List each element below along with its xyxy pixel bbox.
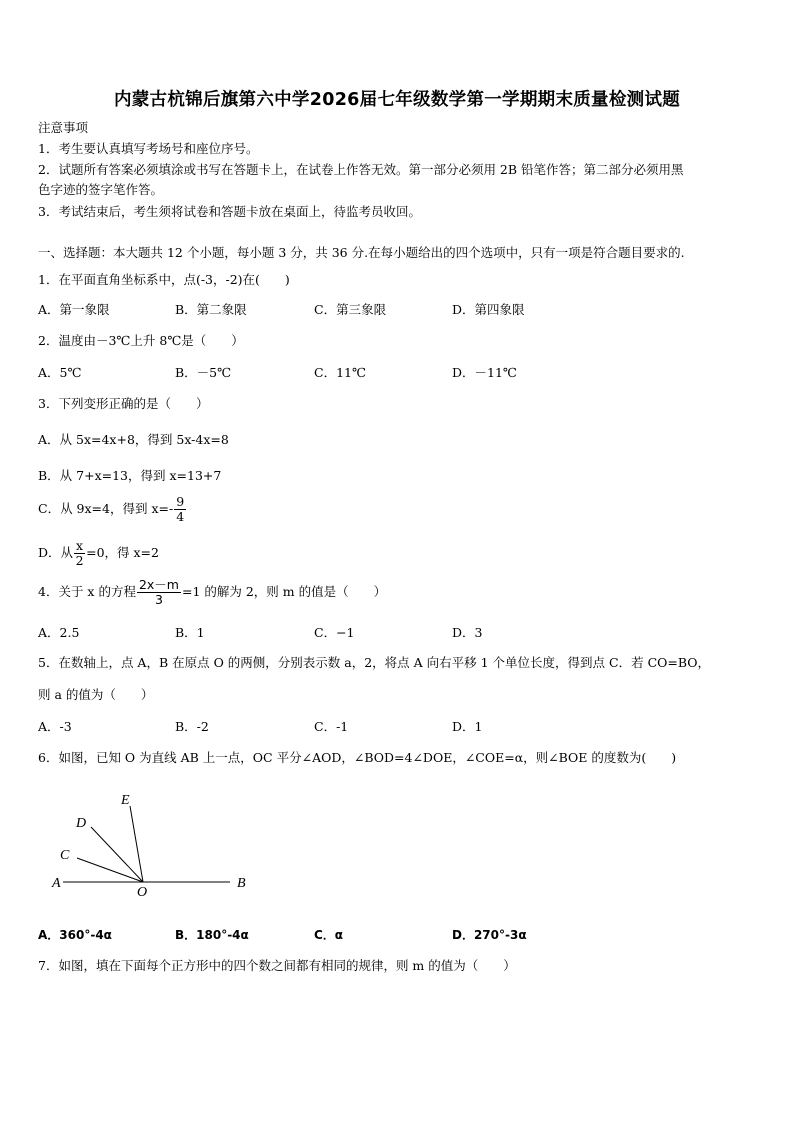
question-2-option-a: A．5℃ <box>38 365 82 380</box>
question-4-option-c: C．−1 <box>314 625 355 640</box>
question-3-option-d-text: D．从 <box>38 545 74 560</box>
question-2-stem: 2．温度由－3℃上升 8℃是（ ） <box>38 333 244 348</box>
question-4-fraction <box>137 578 181 607</box>
label-b: B <box>237 876 246 891</box>
question-2-option-c: C．11℃ <box>314 365 366 380</box>
question-3-option-a: A．从 5x=4x+8，得到 5x-4x=8 <box>38 432 229 447</box>
fraction-denominator: 4 <box>176 509 185 524</box>
question-3-option-c-fraction <box>174 495 186 524</box>
question-2-option-b: B．－5℃ <box>175 365 232 380</box>
question-3-option-d-text-end: =0，得 x=2 <box>86 545 159 560</box>
question-1-option-d: D．第四象限 <box>452 302 525 317</box>
question-4-stem-start: 4．关于 x 的方程 <box>38 584 136 599</box>
question-3-stem: 3．下列变形正确的是（ ） <box>38 396 209 411</box>
question-3-option-d <box>38 539 159 568</box>
notice-item-2: 2．试题所有答案必须填涂或书写在答题卡上，在试卷上作答无效。第一部分必须用 2B 铅笔作答；第二部分必须用黑 <box>38 162 684 177</box>
question-3-option-c-text: C．从 9x=4，得到 x=- <box>38 501 174 516</box>
label-e: E <box>121 793 130 808</box>
notice-item-1: 1．考生要认真填写考场号和座位序号。 <box>38 141 259 156</box>
question-5-stem-cont: 则 a 的值为（ ） <box>38 687 154 702</box>
question-5-option-a: A．-3 <box>38 719 72 734</box>
fraction-numerator: 9 <box>176 494 185 509</box>
question-3-option-d-fraction <box>74 539 85 568</box>
fraction-denominator: 2 <box>75 553 84 568</box>
question-5-option-d: D．1 <box>452 719 483 734</box>
question-4-option-d: D．3 <box>452 625 483 640</box>
question-6-option-c: C．α <box>314 928 344 942</box>
label-a: A <box>52 876 61 891</box>
question-5-option-b: B．-2 <box>175 719 209 734</box>
fraction-denominator: 3 <box>154 592 163 607</box>
question-4-option-b: B．1 <box>175 625 205 640</box>
question-7-stem: 7．如图，填在下面每个正方形中的四个数之间都有相同的规律，则 m 的值为（ ） <box>38 958 516 973</box>
question-6-option-a: A．360°-4α <box>38 928 112 942</box>
question-1-option-a: A．第一象限 <box>38 302 110 317</box>
question-4-option-a: A．2.5 <box>38 625 80 640</box>
question-1-stem: 1．在平面直角坐标系中，点(-3，-2)在( ) <box>38 272 290 287</box>
question-4-stem-end: =1 的解为 2，则 m 的值是（ ） <box>181 584 387 599</box>
notice-item-3: 3．考试结束后，考生须将试卷和答题卡放在桌面上，待监考员收回。 <box>38 204 421 219</box>
label-d: D <box>76 816 87 831</box>
fraction-numerator: x <box>76 538 84 553</box>
question-6-option-b: B．180°-4α <box>175 928 249 942</box>
notice-item-2-cont: 色字迹的签字笔作答。 <box>38 182 164 197</box>
notice-heading: 注意事项 <box>38 120 89 135</box>
angle-diagram <box>45 785 265 900</box>
section-heading: 一、选择题：本大题共 12 个小题，每小题 3 分，共 36 分.在每小题给出的四个选项中，只有一项是符合题目要求的. <box>38 245 685 260</box>
question-1-option-b: B．第二象限 <box>175 302 247 317</box>
question-6-option-d: D．270°-3α <box>452 928 527 942</box>
fraction-numerator: 2x－m <box>138 577 179 592</box>
label-o: O <box>137 885 148 900</box>
question-2-option-d: D．－11℃ <box>452 365 517 380</box>
question-4-stem <box>38 578 386 607</box>
page-title: 内蒙古杭锦后旗第六中学2026届七年级数学第一学期期末质量检测试题 <box>113 90 681 110</box>
question-6-stem: 6．如图，已知 O 为直线 AB 上一点，OC 平分∠AOD，∠BOD=4∠DOE，∠COE=α，则∠BOE 的度数为( ) <box>38 750 677 765</box>
question-5-stem: 5．在数轴上，点 A，B 在原点 O 的两侧，分别表示数 a，2，将点 A 向右平移 1 个单位长度，得到点 C．若 CO=BO， <box>38 655 711 670</box>
question-3-option-b: B．从 7+x=13，得到 x=13+7 <box>38 468 222 483</box>
label-c: C <box>60 848 70 863</box>
question-5-option-c: C．-1 <box>314 719 349 734</box>
question-1-option-c: C．第三象限 <box>314 302 387 317</box>
question-3-option-c <box>38 495 187 524</box>
ray-oc <box>77 858 143 882</box>
